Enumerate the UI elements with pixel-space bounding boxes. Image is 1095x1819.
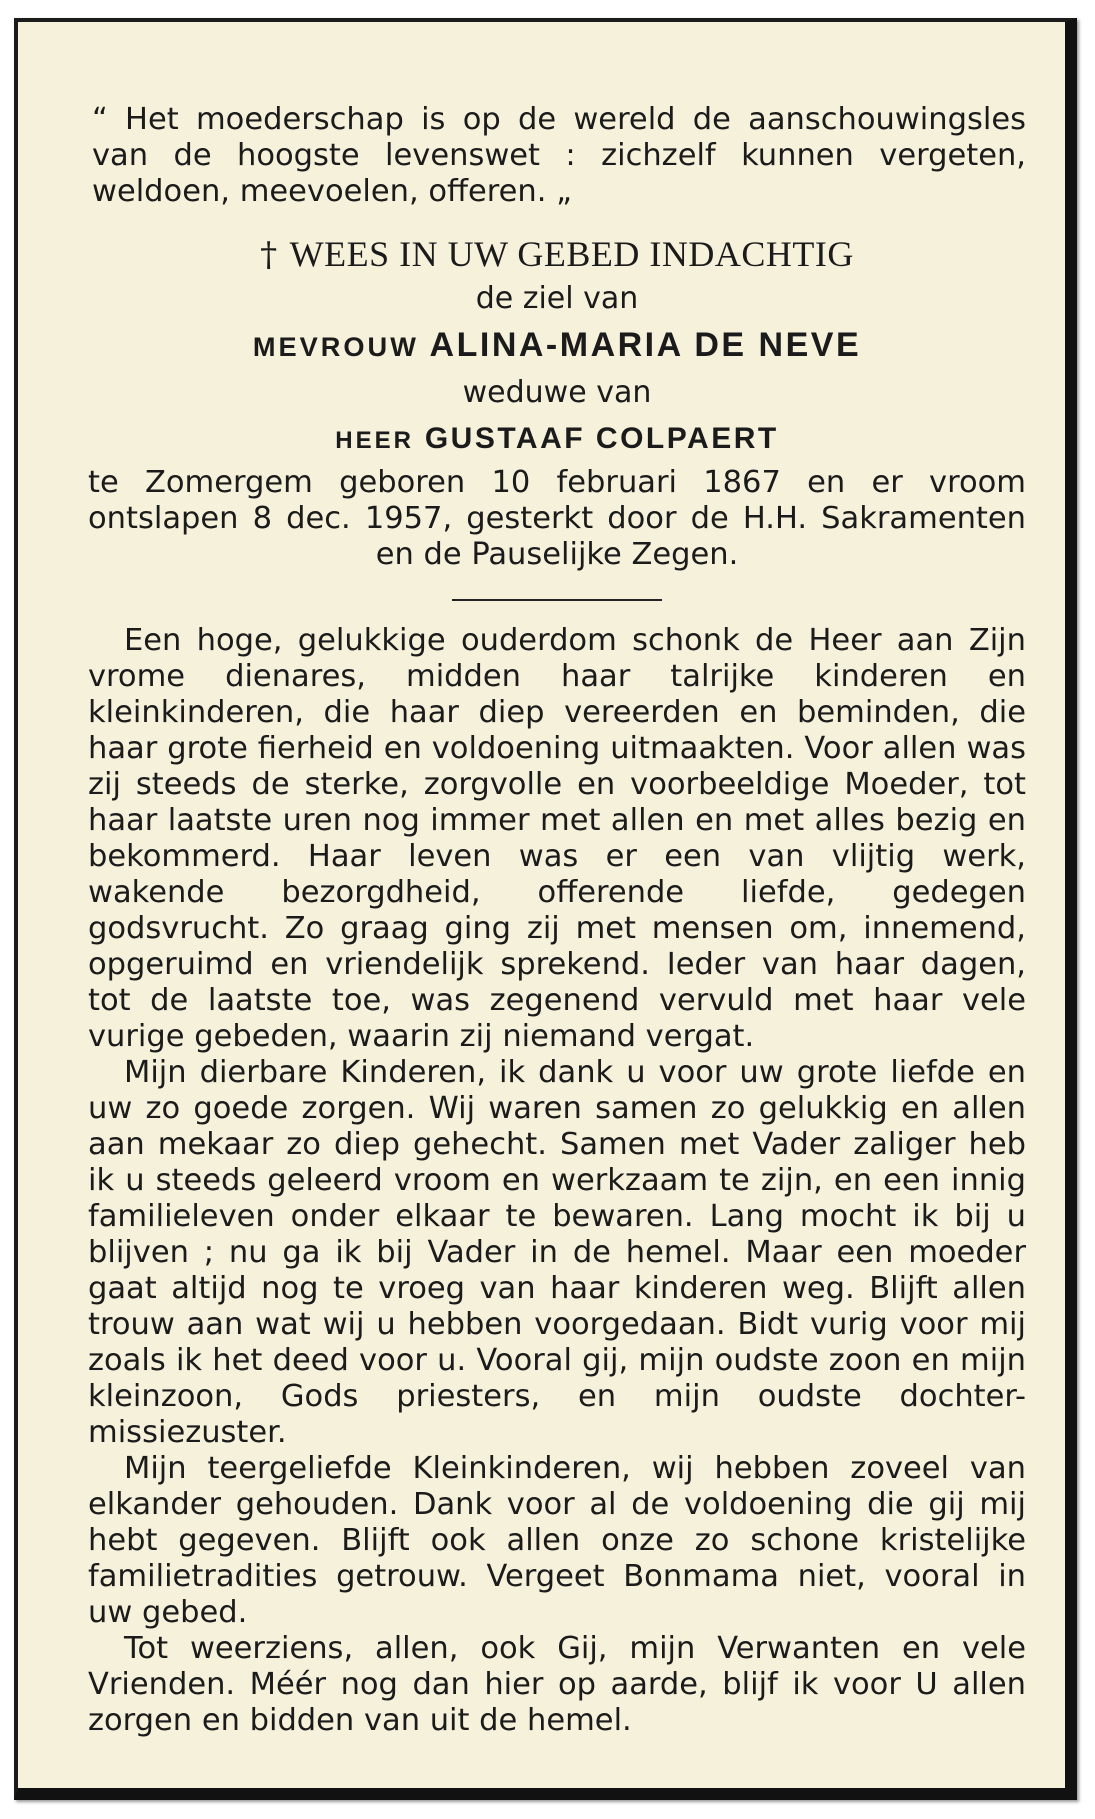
invocation-text: WEES IN UW GEBED INDACHTIG <box>289 234 854 274</box>
divider <box>452 599 662 601</box>
paragraph-grandchildren: Mijn teergeliefde Kleinkinderen, wij hebben zoveel van elkander gehouden. Dank voor al de voldoening die gij mij hebt gegeven. Blijft ook allen onze zo schone kristelijke familietradities getrouw. Vergeet Bonmama niet, vooral in uw gebed. <box>88 1451 1026 1630</box>
birth-death-details: te Zomergem geboren 10 februari 1867 en er vroom ontslapen 8 dec. 1957, gesterkt door de H.H. Sakramenten en de Pauselijke Zegen. <box>88 465 1026 572</box>
deceased-title: MEVROUW <box>252 331 419 362</box>
card-content <box>88 102 1026 1739</box>
paragraph-tribute: Een hoge, gelukkige ouderdom schonk de Heer aan Zijn vrome dienares, midden haar talrijke kinderen en kleinkinderen, die haar diep vereerden en beminden, die haar grote fierheid en voldoening uitmaakten. Voor allen was zij steeds de sterke, zorgvolle en voorbeeldige Moeder, tot haar laatste uren nog immer met allen en met alles bezig en bekommerd. Haar leven was er een van vlijtig werk, wakende bezorgdheid, offerende liefde, gedegen godsvrucht. Zo graag ging zij met mensen om, innemend, opgeruimd en vriendelijk sprekend. Ieder van haar dagen, tot de laatste toe, was zegenend vervuld met haar vele vurige gebeden, waarin zij niemand vergat. <box>88 623 1026 1054</box>
invocation-heading <box>88 232 1026 277</box>
paragraph-children: Mijn dierbare Kinderen, ik dank u voor uw grote liefde en uw zo goede zorgen. Wij waren samen zo gelukkig en allen aan mekaar zo diep gehecht. Samen met Vader zaliger heb ik u steeds geleerd vroom en werkzaam te zijn, en een innig familieleven onder elkaar te bewaren. Lang mocht ik bij u blijven ; nu ga ik bij Vader in de hemel. Maar een moeder gaat altijd nog te vroeg van haar kinderen weg. Blijft allen trouw aan wat wij u hebben voorgedaan. Bidt vurig voor mij zoals ik het deed voor u. Vooral gij, mijn oudste zoon en mijn kleinzoon, Gods priesters, en mijn oudste dochter-missiezuster. <box>88 1055 1026 1450</box>
memorial-card <box>14 18 1077 1800</box>
motto-quote: “ Het moederschap is op de wereld de aanschouwingsles van de hoogste levenswet : zichzelf kunnen vergeten, weldoen, meevoelen, offeren. „ <box>92 102 1026 209</box>
spouse-name-line <box>88 415 1026 465</box>
cross-icon: † <box>260 235 278 275</box>
widow-of-line: weduwe van <box>462 375 652 410</box>
deceased-name: ALINA-MARIA DE NEVE <box>429 326 862 364</box>
deceased-name-line <box>88 321 1026 371</box>
spouse-name: GUSTAAF COLPAERT <box>424 422 779 455</box>
paragraph-farewell: Tot weerziens, allen, ook Gij, mijn Verwanten en vele Vrienden. Méér nog dan hier op aarde, blijf ik voor U allen zorgen en bidden van uit de hemel. <box>88 1631 1026 1738</box>
soul-of-line: de ziel van <box>475 281 639 316</box>
spouse-title: HEER <box>335 427 414 454</box>
